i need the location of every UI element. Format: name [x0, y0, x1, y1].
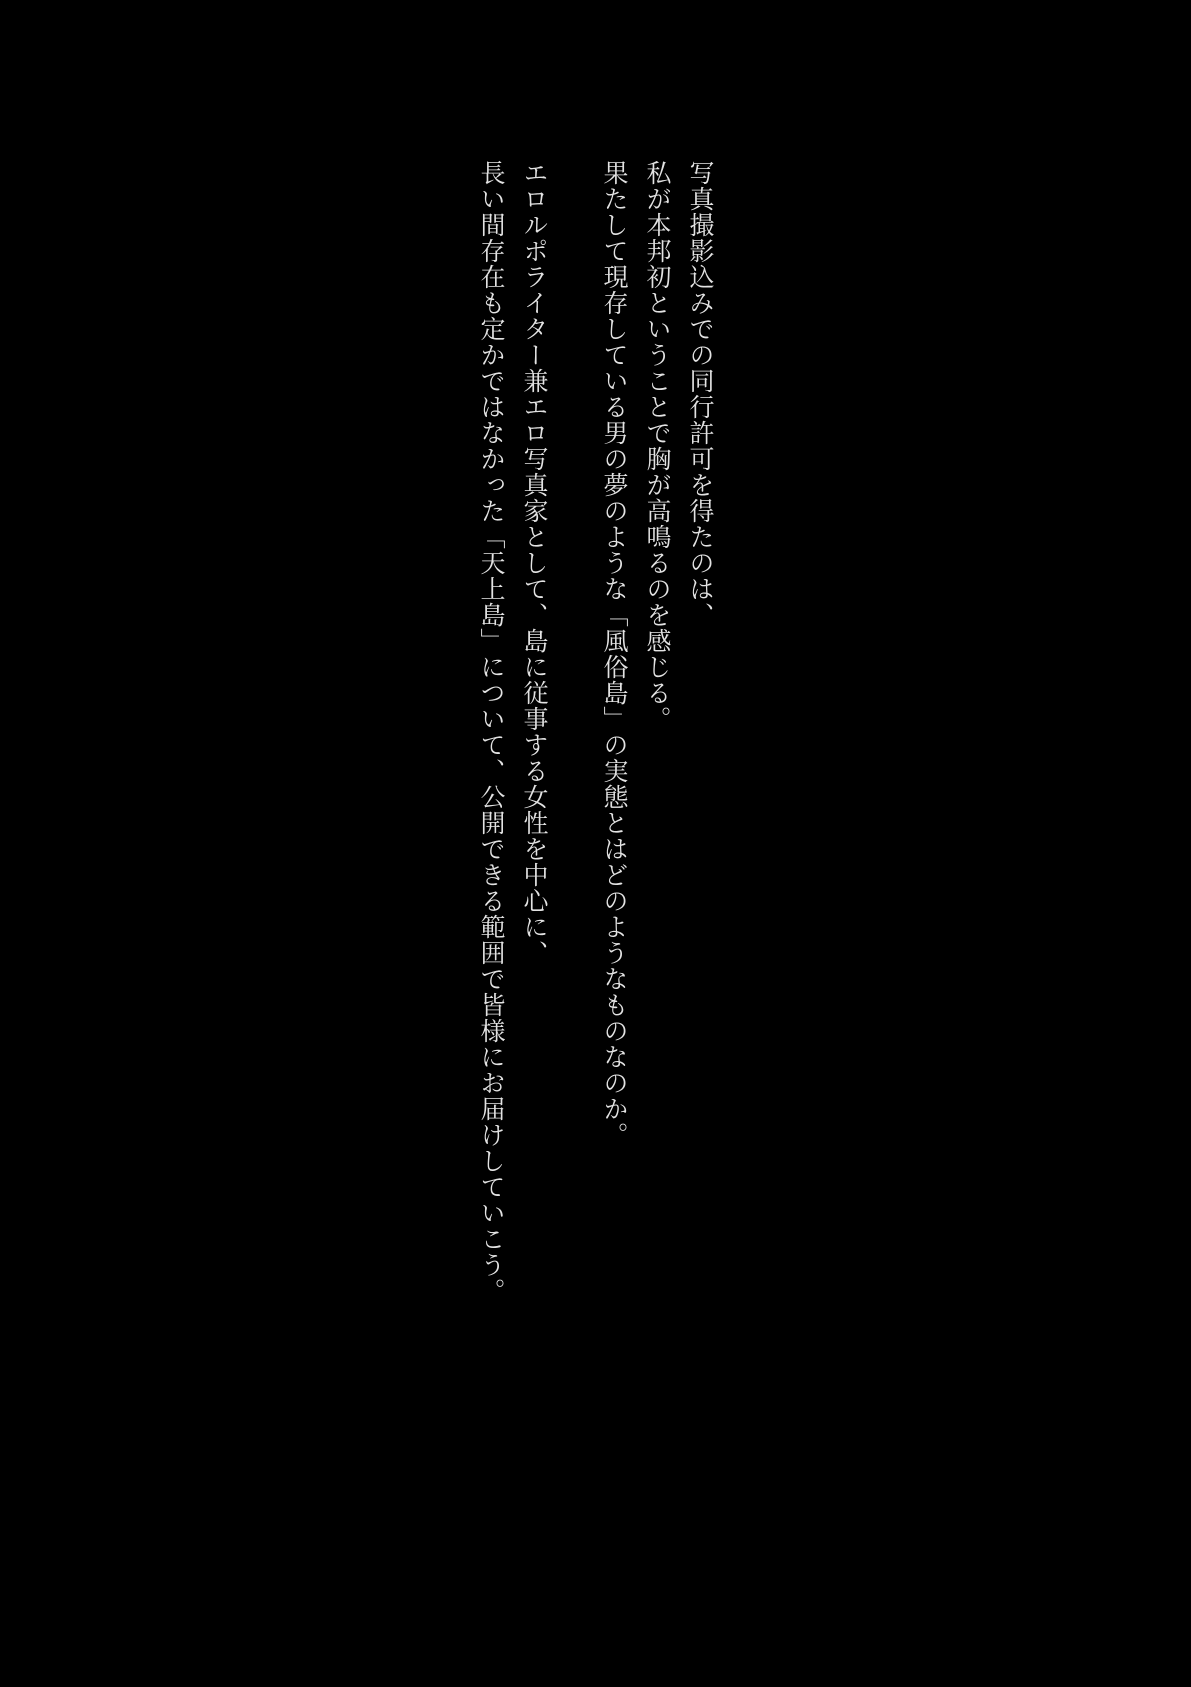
- text-line-2: 私が本邦初ということで胸が高鳴るのを感じる。: [643, 160, 672, 732]
- text-line-3: 果たして現存している男の夢のような「風俗島」の実態とはどのようなものなのか。: [600, 160, 629, 1148]
- text-line-5: 長い間存在も定かではなかった「天上島」について、公開できる範囲で皆様にお届けしていこう。: [477, 160, 506, 1304]
- paragraph-1: [593, 160, 722, 1460]
- text-line-1: 写真撮影込みでの同行許可を得たのは、: [686, 160, 715, 628]
- text-line-4: エロルポライター兼エロ写真家として、島に従事する女性を中心に、: [520, 160, 549, 966]
- vertical-text-block: [470, 160, 722, 1460]
- paragraph-2: [470, 160, 556, 1460]
